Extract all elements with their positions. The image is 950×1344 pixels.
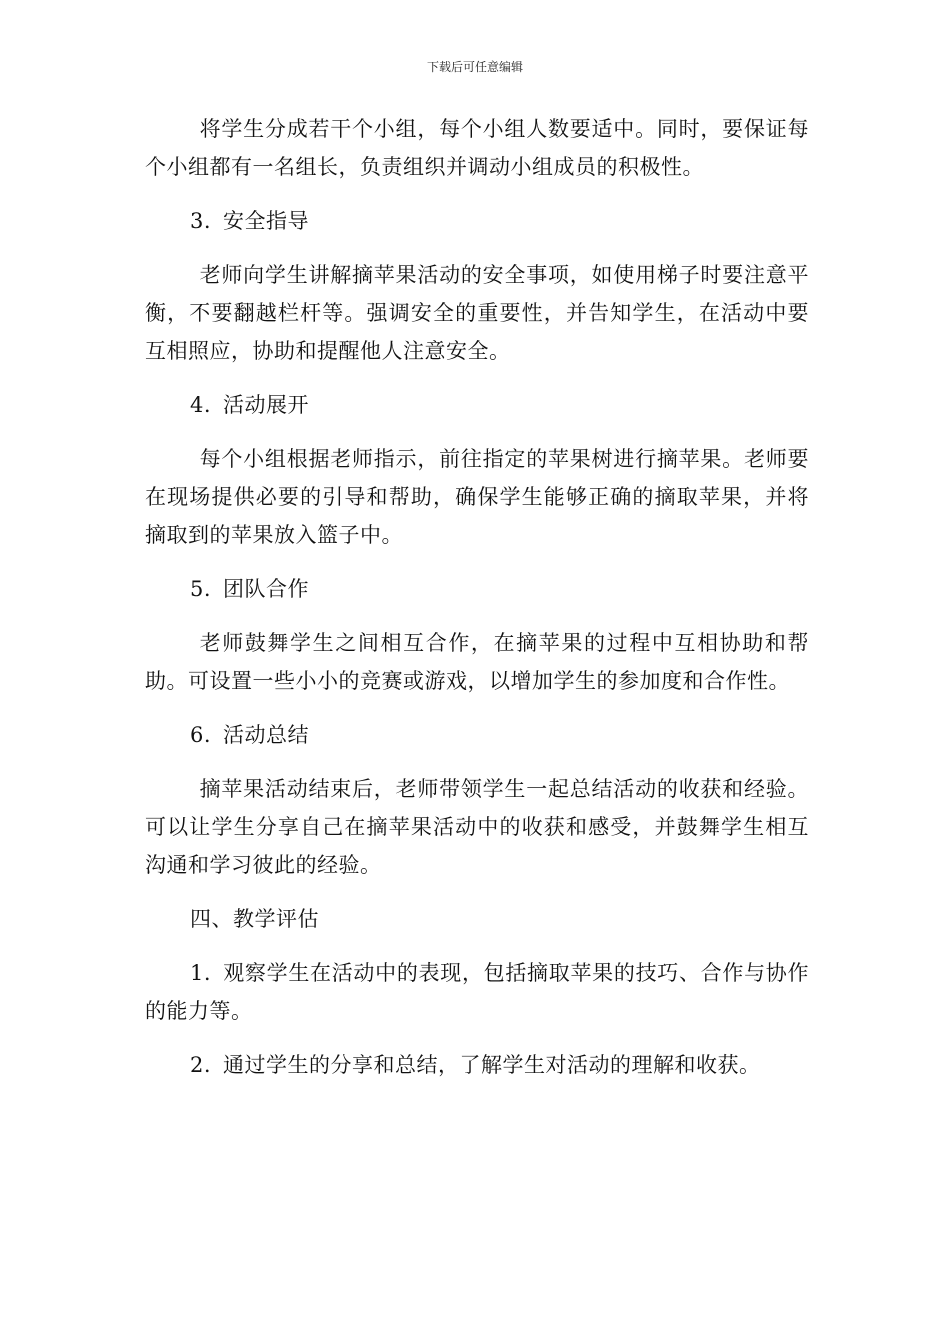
evaluation-item-2 (145, 1046, 809, 1084)
heading-number: 3. (190, 209, 212, 233)
item-text: 观察学生在活动中的表现，包括摘取苹果的技巧、合作与协作的能力等。 (145, 961, 809, 1023)
section-heading-activity (145, 386, 809, 424)
evaluation-item-1 (145, 954, 809, 1030)
heading-number: 5. (190, 577, 212, 601)
paragraph-activity: 每个小组根据老师指示，前往指定的苹果树进行摘苹果。老师要在现场提供必要的引导和帮助，确保学生能够正确的摘取苹果，并将摘取到的苹果放入篮子中。 (145, 447, 809, 547)
heading-number: 4. (190, 393, 212, 417)
item-number: 2. (190, 1053, 212, 1077)
heading-text: 团队合作 (223, 577, 309, 601)
paragraph-grouping: 将学生分成若干个小组，每个小组人数要适中。同时，要保证每个小组都有一名组长，负责组织并调动小组成员的积极性。 (145, 117, 809, 179)
paragraph-teamwork: 老师鼓舞学生之间相互合作，在摘苹果的过程中互相协助和帮助。可设置一些小小的竞赛或游戏，以增加学生的参加度和合作性。 (145, 631, 809, 693)
page-header: 下载后可任意编辑 (426, 60, 523, 74)
item-number: 1. (190, 961, 212, 985)
heading-text: 活动总结 (223, 723, 309, 747)
paragraph-summary: 摘苹果活动结束后，老师带领学生一起总结活动的收获和经验。可以让学生分享自己在摘苹果活动中的收获和感受，并鼓舞学生相互沟通和学习彼此的经验。 (145, 777, 809, 877)
heading-text: 四、教学评估 (190, 907, 319, 931)
heading-text: 活动展开 (223, 393, 309, 417)
section-heading-evaluation (145, 900, 809, 938)
section-heading-teamwork (145, 570, 809, 608)
section-heading-summary (145, 716, 809, 754)
item-text: 通过学生的分享和总结，了解学生对活动的理解和收获。 (223, 1053, 761, 1077)
heading-number: 6. (190, 723, 212, 747)
document-body (145, 110, 809, 1100)
heading-text: 安全指导 (223, 209, 309, 233)
section-heading-safety (145, 202, 809, 240)
paragraph-safety: 老师向学生讲解摘苹果活动的安全事项，如使用梯子时要注意平衡，不要翻越栏杆等。强调安全的重要性，并告知学生，在活动中要互相照应，协助和提醒他人注意安全。 (145, 263, 809, 363)
